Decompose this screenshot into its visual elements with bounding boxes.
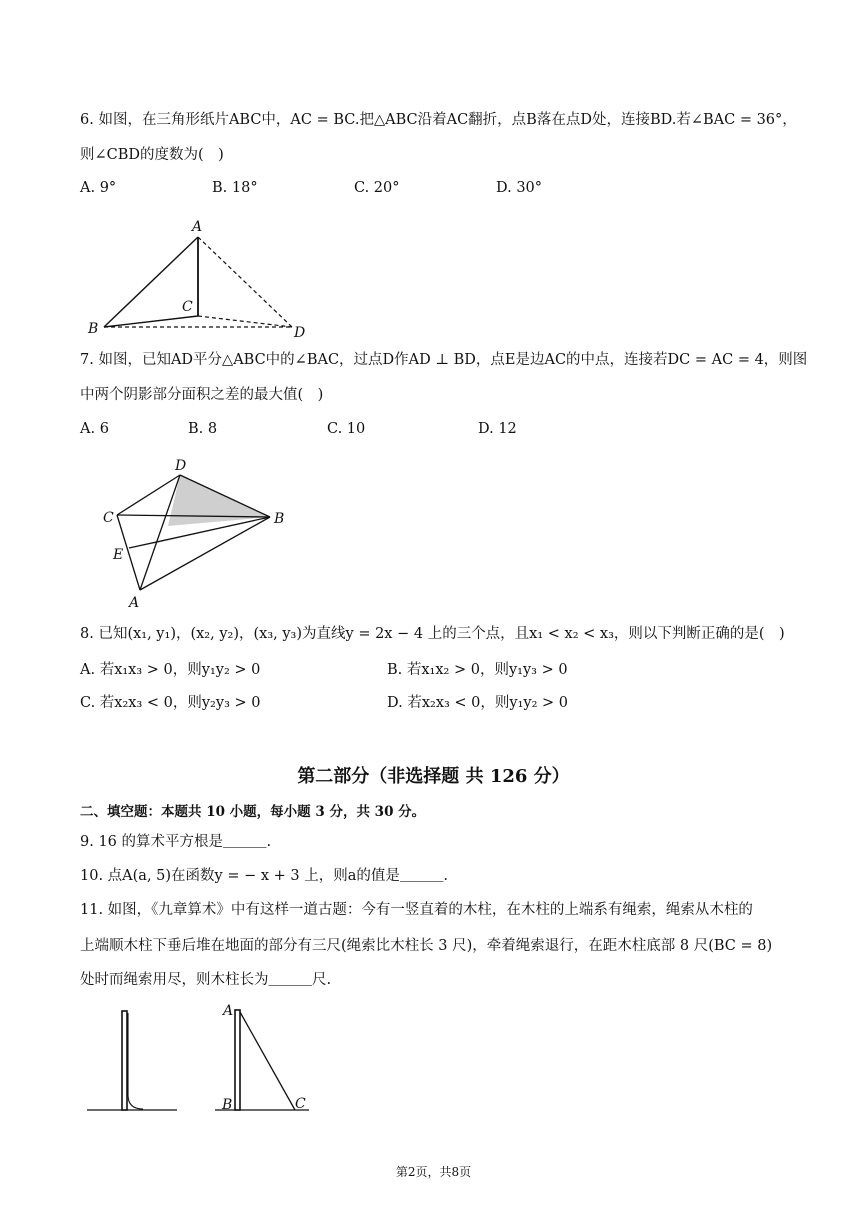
q8-option-a: A. 若x₁x₃ > 0，则y₁y₂ > 0 [80, 662, 261, 678]
q6-option-a: A. 9° [80, 180, 117, 196]
q11-label-a: A [223, 1003, 234, 1019]
q6-label-d: D [294, 325, 306, 341]
section2-heading: 二、填空题：本题共 10 小题，每小题 3 分，共 30 分。 [80, 804, 426, 820]
q8-option-b: B. 若x₁x₂ > 0，则y₁y₃ > 0 [387, 662, 568, 678]
q11-label-b: B [222, 1097, 233, 1113]
q8-option-c: C. 若x₂x₃ < 0，则y₂y₃ > 0 [80, 695, 261, 711]
q11-figure-triangle [215, 1000, 315, 1115]
page-footer: 第2页，共8页 [395, 1165, 472, 1179]
q7-seg-cd [117, 475, 180, 515]
q8-option-d: D. 若x₂x₃ < 0，则y₁y₂ > 0 [387, 695, 569, 711]
q7-figure [95, 455, 305, 615]
q7-seg-ab [140, 517, 270, 590]
q7-label-c: C [103, 510, 114, 526]
q11-rope-left [128, 1013, 143, 1109]
q11-figure-pole-rope [85, 1005, 185, 1115]
q6-option-c: C. 20° [354, 180, 400, 196]
q8-line1: 8. 已知(x₁, y₁)，(x₂, y₂)，(x₃, y₃)为直线y = 2x − 4 上的三个点，且x₁ < x₂ < x₃，则以下判断正确的是( ) [80, 626, 785, 642]
q6-line1: 6. 如图，在三角形纸片ABC中，AC = BC.把△ABC沿着AC翻折，点B落在点D处，连接BD.若∠BAC = 36°， [80, 112, 797, 128]
q6-seg-bc [104, 316, 198, 327]
q7-option-d: D. 12 [478, 421, 517, 437]
q7-label-e: E [113, 547, 124, 563]
q6-label-a: A [192, 219, 203, 235]
q7-option-b: B. 8 [188, 421, 218, 437]
q11-rope-ac [240, 1012, 295, 1110]
q10-line1: 10. 点A(a, 5)在函数y = − x + 3 上，则a的值是＿＿＿. [80, 868, 448, 884]
q7-option-c: C. 10 [327, 421, 366, 437]
q7-option-a: A. 6 [80, 421, 109, 437]
q7-line2: 中两个阴影部分面积之差的最大值( ) [80, 387, 324, 403]
q7-shade-upper [168, 475, 270, 526]
q7-line1: 7. 如图，已知AD平分△ABC中的∠BAC，过点D作AD ⊥ BD，点E是边AC的中点，连接若DC = AC = 4，则图 [80, 352, 808, 368]
q7-seg-ad [140, 475, 180, 590]
q11-label-c: C [295, 1096, 306, 1112]
q6-label-c: C [182, 299, 193, 315]
q11-pole-left [122, 1011, 127, 1110]
q6-seg-cd [198, 316, 292, 327]
q11-pole-right [235, 1010, 240, 1110]
q6-figure [80, 215, 320, 340]
q11-line3: 处时而绳索用尽，则木柱长为＿＿＿尺. [80, 972, 332, 988]
q6-line2: 则∠CBD的度数为( ) [80, 147, 224, 163]
q11-line1: 11. 如图，《九章算术》中有这样一道古题：今有一竖直着的木柱，在木柱的上端系有绳索，绳索从木柱的 [80, 902, 753, 918]
section2-title: 第二部分（非选择题 共 126 分） [297, 766, 570, 787]
q7-label-a: A [129, 595, 140, 611]
q7-label-d: D [175, 458, 187, 474]
q9-line1: 9. 16 的算术平方根是＿＿＿. [80, 834, 272, 850]
q6-label-b: B [88, 321, 99, 337]
q11-line2: 上端顺木柱下垂后堆在地面的部分有三尺(绳索比木柱长 3 尺)，牵着绳索退行，在距木柱底部 8 尺(BC = 8) [80, 938, 773, 954]
q6-seg-ad [198, 237, 292, 327]
q6-option-d: D. 30° [496, 180, 543, 196]
q6-option-b: B. 18° [212, 180, 258, 196]
q7-label-b: B [274, 511, 285, 527]
